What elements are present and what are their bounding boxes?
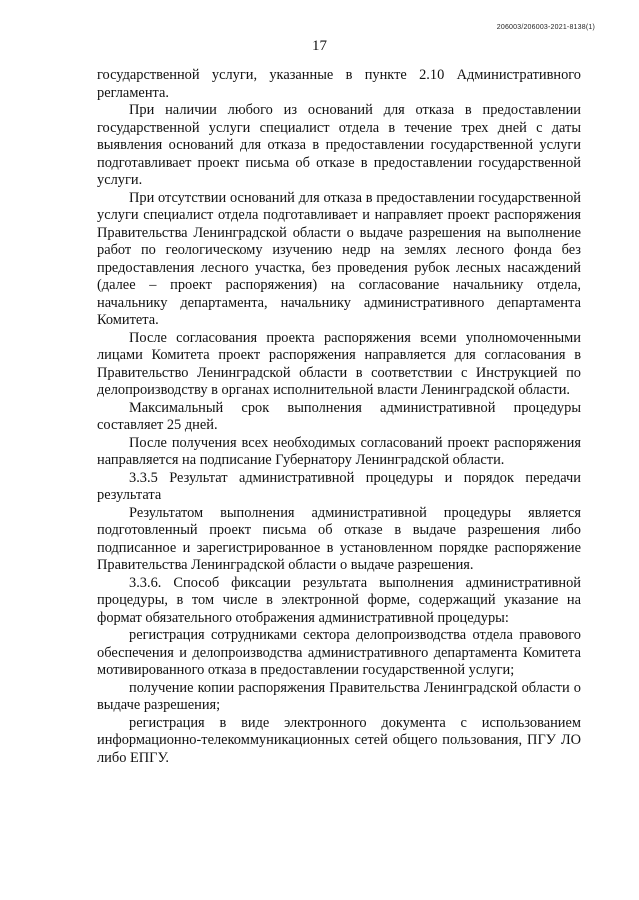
paragraph: При наличии любого из оснований для отказа в предоставлении государственной услуги специалист отдела в течение трех дней с даты выявления оснований для отказа в предоставлении государственной услуги подготавливает проект письма об отказе в предоставлении государственной услуги. — [97, 102, 581, 188]
paragraph: Результатом выполнения административной процедуры является подготовленный проект письма об отказе в выдаче разрешения либо подписанное и зарегистрированное в установленном порядке распоряжение Правительства Ленинградской области о выдаче разрешения. — [97, 504, 581, 573]
document-id: 206003/206003-2021-8138(1) — [496, 24, 595, 31]
document-body — [97, 67, 581, 767]
section-heading-3-3-5: 3.3.5 Результат административной процедуры и порядок передачи результата — [97, 469, 581, 503]
paragraph: После получения всех необходимых согласований проект распоряжения направляется на подписание Губернатору Ленинградской области. — [97, 434, 581, 468]
section-heading-3-3-6: 3.3.6. Способ фиксации результата выполнения административной процедуры, в том числе в электронной форме, содержащий указание на формат обязательного отображения административной процедуры: — [97, 574, 581, 626]
list-item: регистрация в виде электронного документа с использованием информационно-телекоммуникационных сетей общего пользования, ПГУ ЛО либо ЕПГУ. — [97, 714, 581, 766]
list-item: получение копии распоряжения Правительства Ленинградской области о выдаче разрешения; — [97, 679, 581, 713]
paragraph: После согласования проекта распоряжения всеми уполномоченными лицами Комитета проект распоряжения направляется для согласования в Правительство Ленинградской области в соответствии с Инструкцией по делопроизводству в органах исполнительной власти Ленинградской области. — [97, 329, 581, 398]
list-item: регистрация сотрудниками сектора делопроизводства отдела правового обеспечения и делопроизводства административного департамента Комитета мотивированного отказа в предоставлении государственной услуги; — [97, 627, 581, 678]
page-number: 17 — [312, 38, 327, 54]
paragraph: государственной услуги, указанные в пункте 2.10 Административного регламента. — [97, 67, 581, 101]
paragraph: Максимальный срок выполнения административной процедуры составляет 25 дней. — [97, 399, 581, 433]
paragraph: При отсутствии оснований для отказа в предоставлении государственной услуги специалист отдела подготавливает и направляет проект распоряжения Правительства Ленинградской области о выдаче разрешения на выполнение работ по геологическому изучению недр на землях лесного фонда без предоставления лесного участка, без проведения рубок лесных насаждений (далее – проект распоряжения) на согласование начальнику отдела, начальнику департамента, начальнику административного департамента Комитета. — [97, 189, 581, 328]
